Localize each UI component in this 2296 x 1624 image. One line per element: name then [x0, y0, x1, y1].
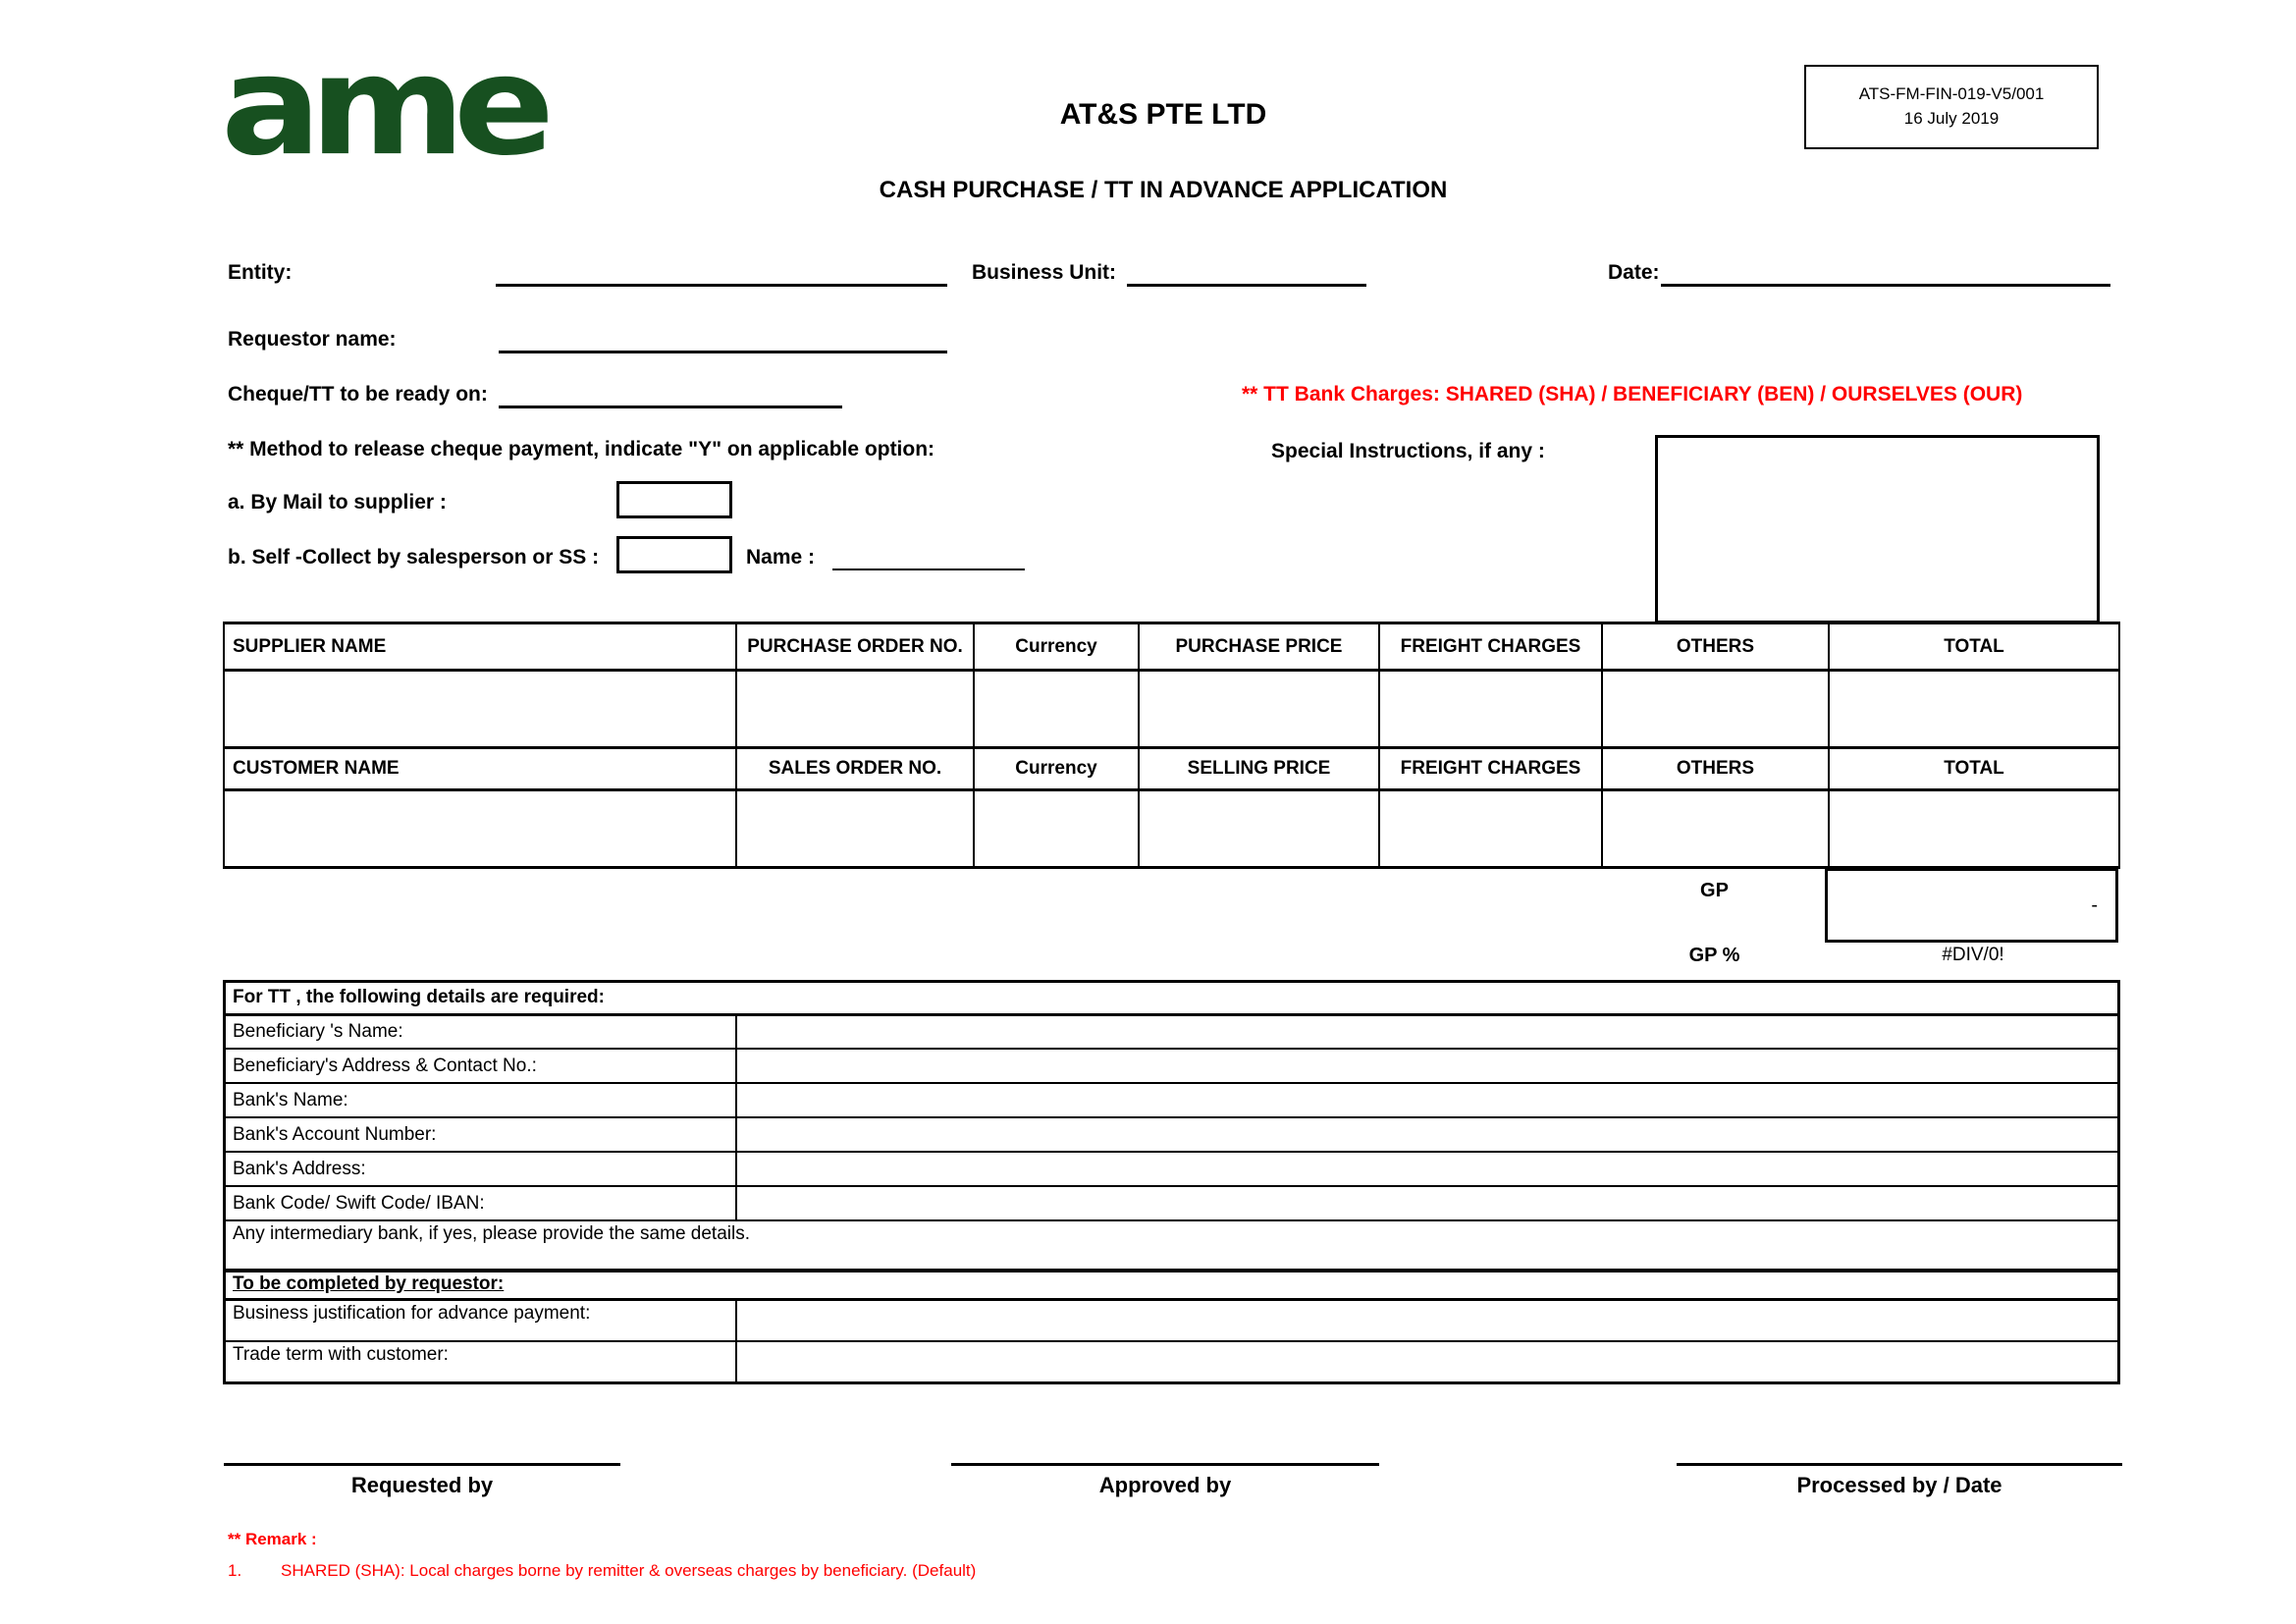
gp-value: -: [2091, 893, 2098, 916]
special-instructions-label: Special Instructions, if any :: [1271, 440, 1545, 462]
total-cell-customer[interactable]: [1829, 790, 2119, 868]
tt-row-intermediary: [224, 1220, 2119, 1272]
requestor-row-justification: [224, 1299, 2119, 1341]
doc-reference-box: [1804, 65, 2099, 149]
processed-by-label: Processed by / Date: [1796, 1473, 2002, 1497]
others-cell-supplier[interactable]: [1602, 671, 1829, 748]
entity-field[interactable]: [496, 284, 947, 287]
freight-charges-header-customer: FREIGHT CHARGES: [1379, 748, 1602, 790]
purchase-price-header: PURCHASE PRICE: [1139, 623, 1379, 671]
bank-address-field[interactable]: [736, 1152, 2119, 1186]
selling-price-cell[interactable]: [1139, 790, 1379, 868]
requested-by-signature-line[interactable]: [224, 1463, 620, 1466]
gp-value-box: [1825, 868, 2118, 943]
others-header-supplier: OTHERS: [1602, 623, 1829, 671]
requestor-section-table: [223, 1269, 2120, 1384]
requestor-section-header-row: [224, 1270, 2119, 1299]
bank-account-label: Bank's Account Number:: [224, 1117, 736, 1152]
cheque-ready-label: Cheque/TT to be ready on:: [228, 383, 488, 406]
doc-code: ATS-FM-FIN-019-V5/001: [1858, 84, 2045, 104]
total-cell-supplier[interactable]: [1829, 671, 2119, 748]
gp-percent-label: GP %: [1688, 945, 1740, 966]
bank-code-field[interactable]: [736, 1186, 2119, 1220]
supplier-header-row: [224, 623, 2119, 671]
bank-address-label: Bank's Address:: [224, 1152, 736, 1186]
bank-name-field[interactable]: [736, 1083, 2119, 1117]
requestor-section-title: To be completed by requestor:: [224, 1270, 2119, 1299]
tt-row-bank-account: [224, 1117, 2119, 1152]
requestor-row-trade-term: [224, 1341, 2119, 1383]
tt-details-title: For TT , the following details are required:: [224, 981, 2119, 1014]
collector-name-label: Name :: [746, 546, 816, 568]
customer-name-cell[interactable]: [224, 790, 736, 868]
trade-term-field[interactable]: [736, 1341, 2119, 1383]
release-method-label: ** Method to release cheque payment, indicate "Y" on applicable option:: [228, 438, 935, 460]
business-justification-label: Business justification for advance payment:: [224, 1299, 736, 1341]
trade-term-label: Trade term with customer:: [224, 1341, 736, 1383]
sales-order-no-header: SALES ORDER NO.: [736, 748, 974, 790]
option-b-label: b. Self -Collect by salesperson or SS :: [228, 546, 600, 568]
remark-title: ** Remark :: [228, 1530, 317, 1548]
purchase-price-cell[interactable]: [1139, 671, 1379, 748]
gp-percent-value: #DIV/0!: [1942, 945, 2004, 965]
beneficiary-address-field[interactable]: [736, 1049, 2119, 1083]
selling-price-header: SELLING PRICE: [1139, 748, 1379, 790]
beneficiary-name-field[interactable]: [736, 1014, 2119, 1049]
beneficiary-name-label: Beneficiary 's Name:: [224, 1014, 736, 1049]
purchase-order-no-cell[interactable]: [736, 671, 974, 748]
intermediary-bank-note: Any intermediary bank, if yes, please provide the same details.: [224, 1220, 2119, 1272]
remark-item-text: SHARED (SHA): Local charges borne by remitter & overseas charges by beneficiary. (Default): [281, 1561, 977, 1580]
form-title: CASH PURCHASE / TT IN ADVANCE APPLICATION: [879, 177, 1448, 203]
freight-charges-cell-customer[interactable]: [1379, 790, 1602, 868]
tt-bank-charges-note: ** TT Bank Charges: SHARED (SHA) / BENEFICIARY (BEN) / OURSELVES (OUR): [1242, 383, 2023, 406]
bank-code-label: Bank Code/ Swift Code/ IBAN:: [224, 1186, 736, 1220]
others-header-customer: OTHERS: [1602, 748, 1829, 790]
processed-by-signature-line[interactable]: [1677, 1463, 2122, 1466]
customer-header-row: [224, 748, 2119, 790]
doc-date: 16 July 2019: [1903, 109, 2000, 128]
supplier-data-row: [224, 671, 2119, 748]
collector-name-field[interactable]: [832, 568, 1025, 570]
sales-order-no-cell[interactable]: [736, 790, 974, 868]
business-unit-field[interactable]: [1127, 284, 1366, 287]
company-name-title: AT&S PTE LTD: [1059, 98, 1267, 131]
option-a-checkbox[interactable]: [616, 481, 732, 518]
business-justification-field[interactable]: [736, 1299, 2119, 1341]
gp-label: GP: [1700, 880, 1729, 901]
customer-data-row: [224, 790, 2119, 868]
tt-row-beneficiary-name: [224, 1014, 2119, 1049]
approved-by-signature-line[interactable]: [951, 1463, 1379, 1466]
purchase-order-no-header: PURCHASE ORDER NO.: [736, 623, 974, 671]
option-a-label: a. By Mail to supplier :: [228, 491, 447, 514]
beneficiary-address-label: Beneficiary's Address & Contact No.:: [224, 1049, 736, 1083]
supplier-name-cell[interactable]: [224, 671, 736, 748]
tt-row-bank-name: [224, 1083, 2119, 1117]
supplier-name-header: SUPPLIER NAME: [224, 623, 736, 671]
currency-cell-supplier[interactable]: [974, 671, 1139, 748]
tt-row-bank-code: [224, 1186, 2119, 1220]
date-field[interactable]: [1661, 284, 2110, 287]
entity-label: Entity:: [228, 261, 293, 284]
requestor-name-label: Requestor name:: [228, 328, 397, 351]
requestor-name-field[interactable]: [499, 351, 947, 353]
date-label: Date:: [1608, 261, 1660, 284]
business-unit-label: Business Unit:: [972, 261, 1117, 284]
currency-cell-customer[interactable]: [974, 790, 1139, 868]
special-instructions-box[interactable]: [1655, 435, 2100, 623]
bank-account-field[interactable]: [736, 1117, 2119, 1152]
pricing-table: [223, 622, 2120, 869]
total-header-customer: TOTAL: [1829, 748, 2119, 790]
remark-item-number: 1.: [228, 1561, 242, 1580]
tt-details-header-row: [224, 981, 2119, 1014]
cheque-ready-field[interactable]: [499, 406, 842, 408]
customer-name-header: CUSTOMER NAME: [224, 748, 736, 790]
company-logo: ame: [221, 26, 544, 187]
tt-row-bank-address: [224, 1152, 2119, 1186]
currency-header-supplier: Currency: [974, 623, 1139, 671]
tt-details-table: [223, 980, 2120, 1272]
requested-by-label: Requested by: [350, 1473, 494, 1497]
freight-charges-cell-supplier[interactable]: [1379, 671, 1602, 748]
option-b-checkbox[interactable]: [616, 536, 732, 573]
approved-by-label: Approved by: [1098, 1473, 1232, 1497]
others-cell-customer[interactable]: [1602, 790, 1829, 868]
freight-charges-header-supplier: FREIGHT CHARGES: [1379, 623, 1602, 671]
bank-name-label: Bank's Name:: [224, 1083, 736, 1117]
tt-row-beneficiary-address: [224, 1049, 2119, 1083]
total-header-supplier: TOTAL: [1829, 623, 2119, 671]
currency-header-customer: Currency: [974, 748, 1139, 790]
